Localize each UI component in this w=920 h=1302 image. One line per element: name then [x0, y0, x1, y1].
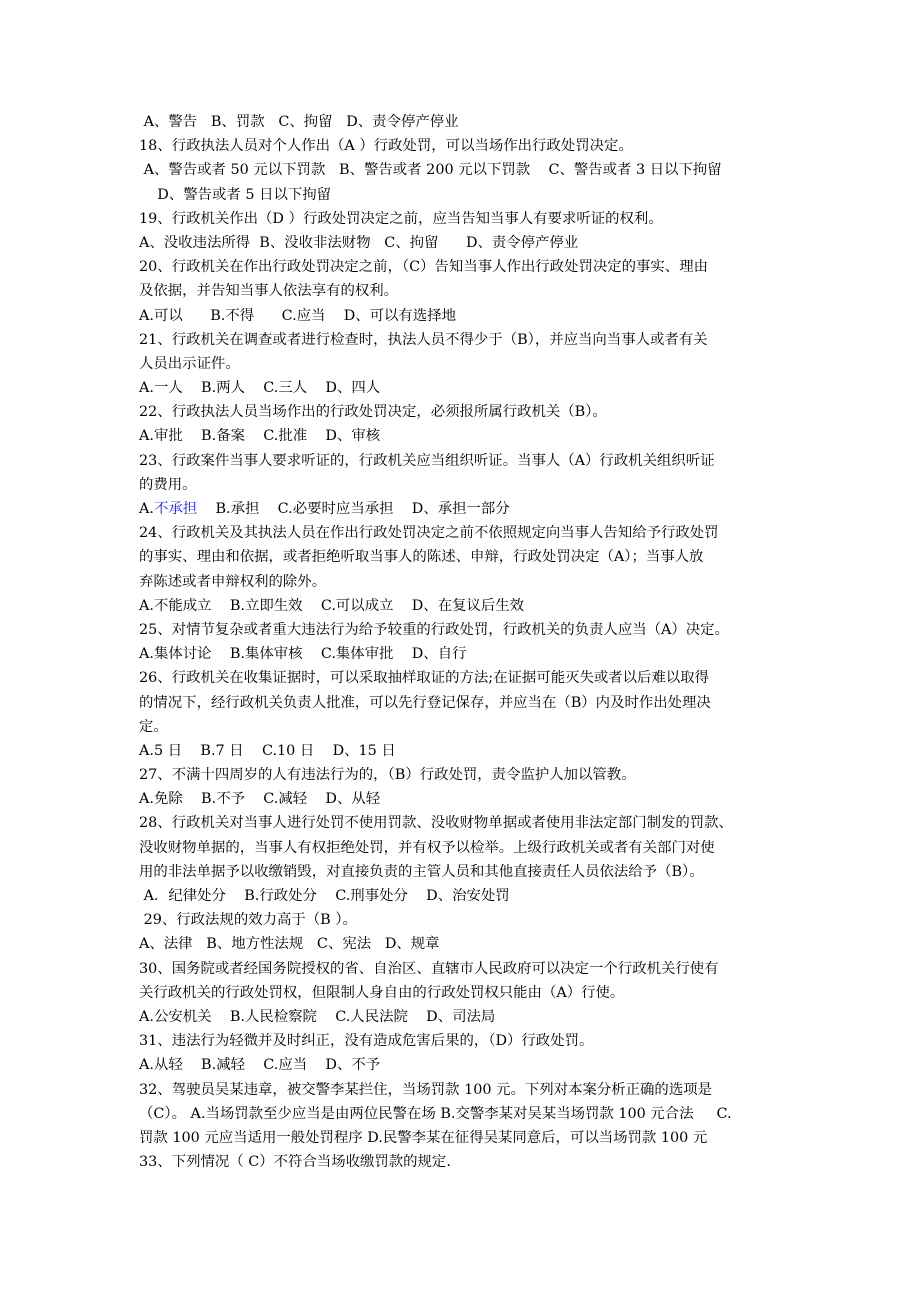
options-line: A.不能成立 B.立即生效 C.可以成立 D、在复议后生效	[139, 597, 525, 614]
options-line: A、警告或者 50 元以下罚款 B、警告或者 200 元以下罚款 C、警告或者 3 日以下拘留	[139, 162, 722, 179]
options-line: A.可以 B.不得 C.应当 D、可以有选择地	[139, 307, 456, 324]
text-line: 用的非法单据予以收缴销毁，对直接负责的主管人员和其他直接责任人员依法给予（B）。	[139, 863, 704, 880]
question-30: 30、国务院或者经国务院授权的省、自治区、直辖市人民政府可以决定一个行政机关行使有	[139, 960, 719, 977]
options-line: D、警告或者 5 日以下拘留	[139, 186, 332, 203]
question-21: 21、行政机关在调查或者进行检查时，执法人员不得少于（B），并应当向当事人或者有关	[139, 331, 708, 348]
question-32: 32、驾驶员吴某违章，被交警李某拦住，当场罚款 100 元。下列对本案分析正确的选项是	[139, 1081, 712, 1098]
options-line: A.审批 B.备案 C.批准 D、审核	[139, 428, 381, 445]
question-31: 31、违法行为轻微并及时纠正，没有造成危害后果的，（D）行政处罚。	[139, 1033, 594, 1050]
options-line: A.免除 B.不予 C.减轻 D、从轻	[139, 791, 381, 808]
text-line: 的费用。	[139, 476, 197, 493]
question-33: 33、下列情况（ C）不符合当场收缴罚款的规定.	[139, 1154, 451, 1171]
question-24: 24、行政机关及其执法人员在作出行政处罚决定之前不依照规定向当事人告知给予行政处罚	[139, 525, 719, 542]
question-26: 26、行政机关在收集证据时，可以采取抽样取证的方法;在证据可能灭失或者以后难以取得	[139, 670, 710, 687]
text-line: 的情况下，经行政机关负责人批准，可以先行登记保存，并应当在（B）内及时作出处理决	[139, 694, 711, 711]
options-line: A.5 日 B.7 日 C.10 日 D、15 日	[139, 742, 396, 759]
option-prefix: A.	[139, 501, 154, 517]
text-line: 及依据，并告知当事人依法享有的权利。	[139, 283, 399, 300]
text-line: 弃陈述或者申辩权利的除外。	[139, 573, 327, 590]
options-line: A.集体讨论 B.集体审核 C.集体审批 D、自行	[139, 646, 467, 663]
options-line: A、没收违法所得 B、没收非法财物 C、拘留 D、责令停产停业	[139, 234, 579, 251]
options-line: A.一人 B.两人 C.三人 D、四人	[139, 380, 381, 397]
options-line	[139, 497, 789, 521]
question-20: 20、行政机关在作出行政处罚决定之前，（C）告知当事人作出行政处罚决定的事实、理由	[139, 259, 708, 276]
question-25: 25、对情节复杂或者重大违法行为给予较重的行政处罚，行政机关的负责人应当（A）决定。	[139, 621, 729, 638]
question-27: 27、不满十四周岁的人有违法行为的，（B）行政处罚，责令监护人加以管教。	[139, 767, 636, 784]
option-rest: B.承担 C.必要时应当承担 D、承担一部分	[197, 501, 510, 517]
options-line: A．纪律处分 B.行政处分 C.刑事处分 D、治安处罚	[139, 888, 510, 904]
options-line: A、法律 B、地方性法规 C、宪法 D、规章	[139, 936, 440, 953]
question-28: 28、行政机关对当事人进行处罚不使用罚款、没收财物单据或者使用非法定部门制发的罚款、	[139, 815, 733, 832]
text-line: 的事实、理由和依据，或者拒绝听取当事人的陈述、申辩，行政处罚决定（A）；当事人放	[139, 549, 704, 566]
question-18: 18、行政执法人员对个人作出（A ）行政处罚，可以当场作出行政处罚决定。	[139, 138, 633, 155]
text-line: 没收财物单据的，当事人有权拒绝处罚，并有权予以检举。上级行政机关或者有关部门对使	[139, 839, 715, 856]
document-text	[139, 110, 789, 1174]
text-line: A、警告 B、罚款 C、拘留 D、责令停产停业	[139, 114, 459, 130]
question-22: 22、行政执法人员当场作出的行政处罚决定，必须报所属行政机关（B）。	[139, 404, 607, 421]
text-line: 定。	[139, 718, 168, 735]
text-line: 罚款 100 元应当适用一般处罚程序 D.民警李某在征得吴某同意后，可以当场罚款 100 元	[139, 1129, 708, 1146]
text-line: （C）。 A.当场罚款至少应当是由两位民警在场 B.交警李某对吴某当场罚款 100 元合法 C.	[139, 1105, 732, 1122]
highlighted-answer: 不承担	[153, 501, 198, 517]
question-23: 23、行政案件当事人要求听证的，行政机关应当组织听证。当事人（A）行政机关组织听证	[139, 452, 715, 469]
text-line: 关行政机关的行政处罚权，但限制人身自由的行政处罚权只能由（A）行使。	[139, 984, 625, 1001]
options-line: A.公安机关 B.人民检察院 C.人民法院 D、司法局	[139, 1008, 496, 1025]
question-19: 19、行政机关作出（D ）行政处罚决定之前，应当告知当事人有要求听证的权利。	[139, 210, 663, 227]
options-line: A.从轻 B.减轻 C.应当 D、不予	[139, 1057, 381, 1074]
question-29: 29、行政法规的效力高于（B ）。	[139, 912, 357, 929]
text-line: 人员出示证件。	[139, 355, 240, 372]
